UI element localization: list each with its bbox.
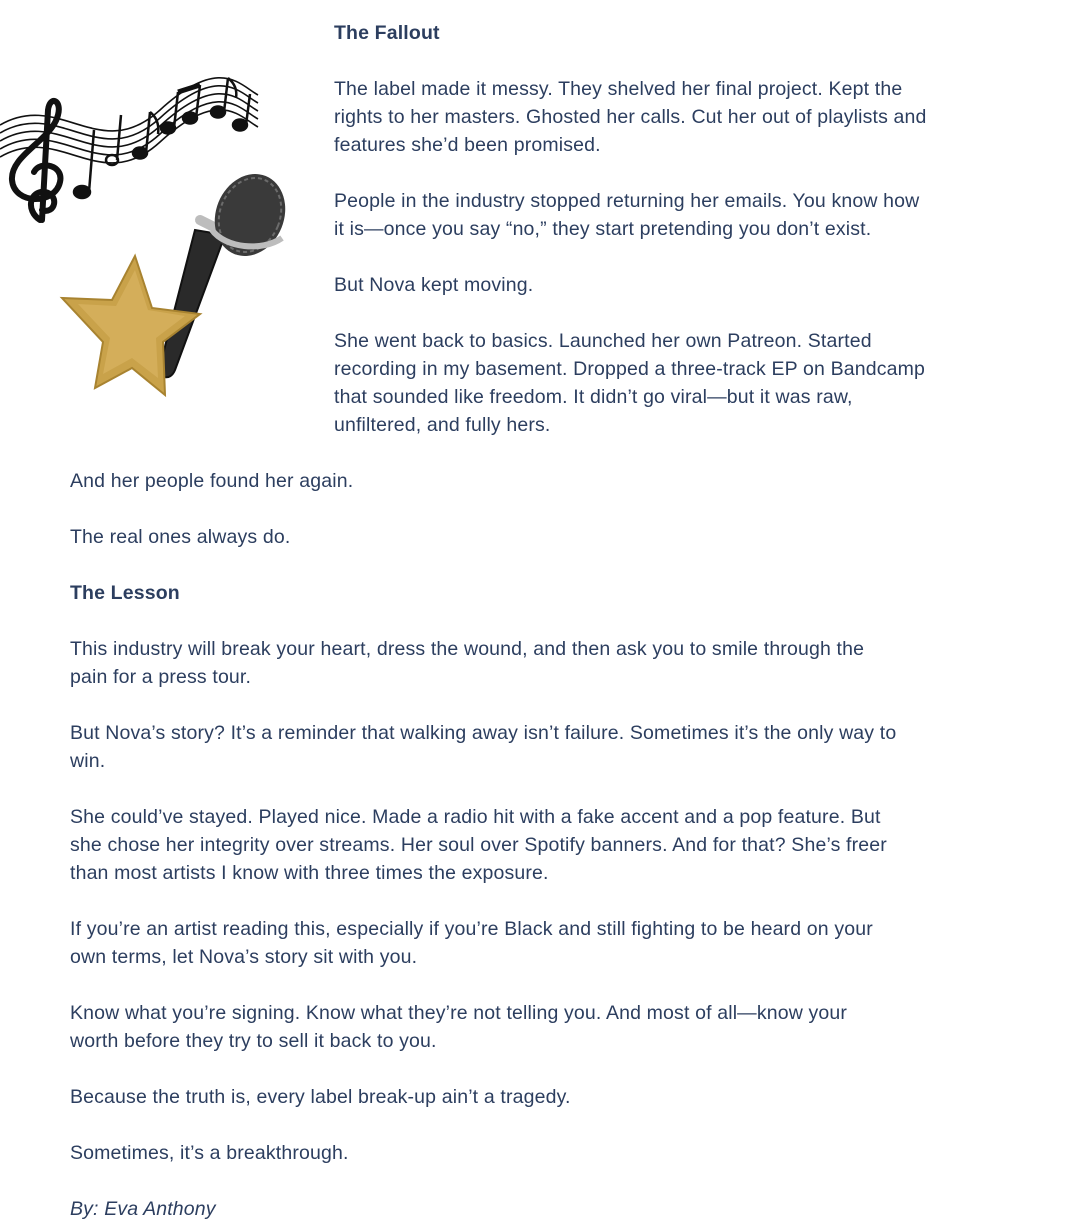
music-staff-icon (0, 78, 258, 163)
text-line: Know what you’re signing. Know what they’re not telling you. And most of all—know your (70, 1002, 848, 1024)
text-line: win. (70, 750, 106, 772)
paragraph (70, 635, 864, 691)
gold-star-icon (62, 256, 200, 395)
text-line: The real ones always do. (70, 526, 291, 548)
text-line: And her people found her again. (70, 470, 354, 492)
text-line: Sometimes, it’s a breakthrough. (70, 1142, 349, 1164)
text-line: Because the truth is, every label break-up ain’t a tragedy. (70, 1086, 571, 1108)
music-illustration (0, 70, 300, 410)
treble-clef-icon (12, 101, 61, 220)
text-line: pain for a press tour. (70, 666, 252, 688)
paragraph (70, 719, 896, 775)
section-heading-fallout: The Fallout (334, 22, 440, 44)
paragraph (70, 915, 873, 971)
text-line: unfiltered, and fully hers. (334, 414, 551, 436)
paragraph (334, 187, 919, 243)
paragraph (334, 271, 533, 299)
paragraph (70, 1083, 571, 1111)
text-line: features she’d been promised. (334, 134, 601, 156)
text-line: If you’re an artist reading this, especially if you’re Black and still fighting to be heard on your (70, 918, 873, 940)
section-heading-lesson: The Lesson (70, 582, 180, 604)
text-line: that sounded like freedom. It didn’t go viral—but it was raw, (334, 386, 853, 408)
paragraph (70, 467, 353, 495)
text-line: rights to her masters. Ghosted her calls. Cut her out of playlists and (334, 106, 927, 128)
text-line: she chose her integrity over streams. Her soul over Spotify banners. And for that? She’s freer (70, 834, 887, 856)
paragraph (334, 75, 927, 159)
text-line: The label made it messy. They shelved her final project. Kept the (334, 78, 903, 100)
text-line: it is—once you say “no,” they start pretending you don’t exist. (334, 218, 872, 240)
paragraph (334, 327, 925, 439)
text-line: own terms, let Nova’s story sit with you. (70, 946, 418, 968)
text-line: People in the industry stopped returning her emails. You know how (334, 190, 920, 212)
author-byline: By: Eva Anthony (70, 1198, 216, 1220)
paragraph (70, 1139, 349, 1167)
text-line: than most artists I know with three times the exposure. (70, 862, 549, 884)
text-line: recording in my basement. Dropped a three-track EP on Bandcamp (334, 358, 925, 380)
paragraph (70, 523, 290, 551)
text-line: She could’ve stayed. Played nice. Made a radio hit with a fake accent and a pop feature. But (70, 806, 881, 828)
text-line: But Nova’s story? It’s a reminder that walking away isn’t failure. Sometimes it’s the only way to (70, 722, 897, 744)
microphone-icon (160, 163, 297, 377)
text-line: worth before they try to sell it back to you. (70, 1030, 437, 1052)
text-line: But Nova kept moving. (334, 274, 534, 296)
text-line: This industry will break your heart, dress the wound, and then ask you to smile through the (70, 638, 865, 660)
paragraph (70, 999, 847, 1055)
paragraph (70, 803, 887, 887)
text-line: She went back to basics. Launched her own Patreon. Started (334, 330, 872, 352)
